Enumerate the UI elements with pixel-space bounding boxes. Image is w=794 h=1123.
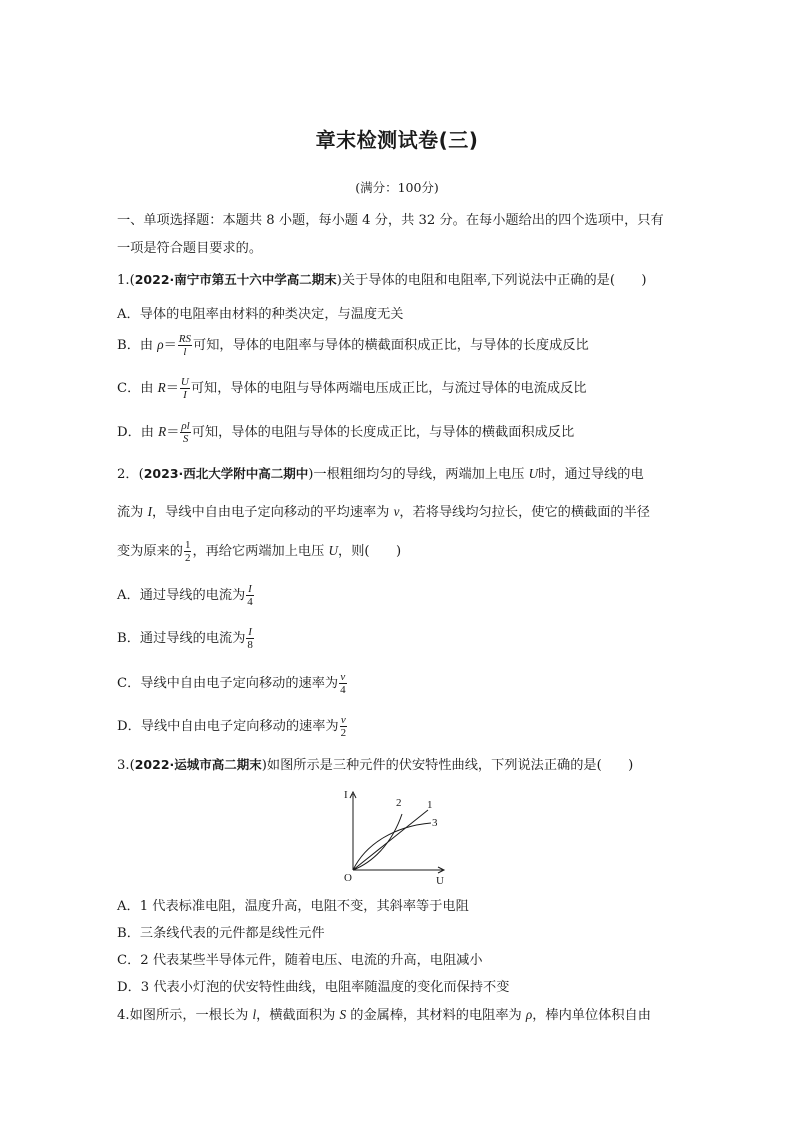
q3-option-c: C．2 代表某些半导体元件，随着电压、电流的升高，电阻减小 (117, 953, 483, 968)
q4-stem: 4.如图所示，一根长为 l，横截面积为 S 的金属棒，其材料的电阻率为 ρ，棒内单位体积自由 (117, 1007, 651, 1023)
curve-2-label: 2 (396, 797, 402, 809)
q2-stem-line3: 变为原来的 $\frac{1}{2}$ ，再给它两端加上电压 U，则( ) (117, 539, 402, 564)
q2-option-c: C．导线中自由电子定向移动的速率为 $\frac{v}{4}$ (117, 671, 346, 696)
page-title: 章末检测试卷(三) (315, 128, 479, 152)
q3-stem: 3.(2022·运城市高二期末)如图所示是三种元件的伏安特性曲线，下列说法正确的是( ) (117, 757, 634, 773)
i-axis-label: I (344, 789, 348, 801)
q1-option-a: A．导体的电阻率由材料的种类决定，与温度无关 (117, 307, 404, 322)
origin-label: O (344, 872, 352, 884)
q1-option-d: D．由 R＝ $\frac{\rho l}{S}$ 可知，导体的电阻与导体的长度成正比，与导体的横截面积成反比 (117, 420, 575, 445)
iv-curve-figure (336, 788, 456, 888)
curve-1 (353, 810, 428, 870)
q1-b-fraction: $\frac{RS}{l}$ (178, 333, 192, 358)
q2-stem-line1: 2．(2023·西北大学附中高二期中)一根粗细均匀的导线，两端加上电压 U时，通过导线的电 (117, 466, 644, 482)
q2-half-fraction: $\frac{1}{2}$ (184, 539, 191, 564)
q1-option-b: B．由 ρ＝ $\frac{RS}{l}$ 可知，导体的电阻率与导体的横截面积成正比，与导体的长度成反比 (117, 333, 589, 358)
q2-option-b: B．通过导线的电流为 $\frac{I}{8}$ (117, 626, 253, 651)
q3-source: 2022·运城市高二期末 (134, 757, 262, 772)
q2-option-a: A．通过导线的电流为 $\frac{I}{4}$ (117, 583, 253, 608)
curve-3-label: 3 (432, 817, 438, 829)
section-heading-line2: 一项是符合题目要求的。 (117, 241, 263, 256)
q3-option-d: D．3 代表小灯泡的伏安特性曲线，电阻率随温度的变化而保持不变 (117, 980, 510, 995)
q3-option-b: B．三条线代表的元件都是线性元件 (117, 926, 325, 941)
q1-c-fraction: $\frac{U}{I}$ (180, 376, 189, 401)
q2-source: 2023·西北大学附中高二期中 (143, 466, 309, 481)
q1-source: 2022·南宁市第五十六中学高二期末 (134, 272, 337, 287)
q2-stem-line2: 流为 I，导线中自由电子定向移动的平均速率为 v，若将导线均匀拉长，使它的横截面的半径 (117, 504, 650, 520)
q1-stem: 1.(2022·南宁市第五十六中学高二期末)关于导体的电阻和电阻率,下列说法中正确的是( ) (117, 272, 647, 288)
full-score: (满分：100分) (355, 180, 439, 195)
curve-3 (353, 823, 431, 870)
q1-option-c: C．由 R＝ $\frac{U}{I}$ 可知，导体的电阻与导体两端电压成正比，与流过导体的电流成反比 (117, 376, 587, 401)
q2-option-d: D．导线中自由电子定向移动的速率为 $\frac{v}{2}$ (117, 714, 347, 739)
u-axis-label: U (436, 875, 444, 887)
q3-option-a: A．1 代表标准电阻，温度升高，电阻不变，其斜率等于电阻 (117, 899, 469, 914)
q1-d-fraction: $\frac{\rho l}{S}$ (181, 420, 190, 445)
curve-1-label: 1 (427, 799, 433, 811)
section-heading-line1: 一、单项选择题：本题共 8 小题，每小题 4 分，共 32 分。在每小题给出的四个选项中，只有 (117, 213, 664, 228)
